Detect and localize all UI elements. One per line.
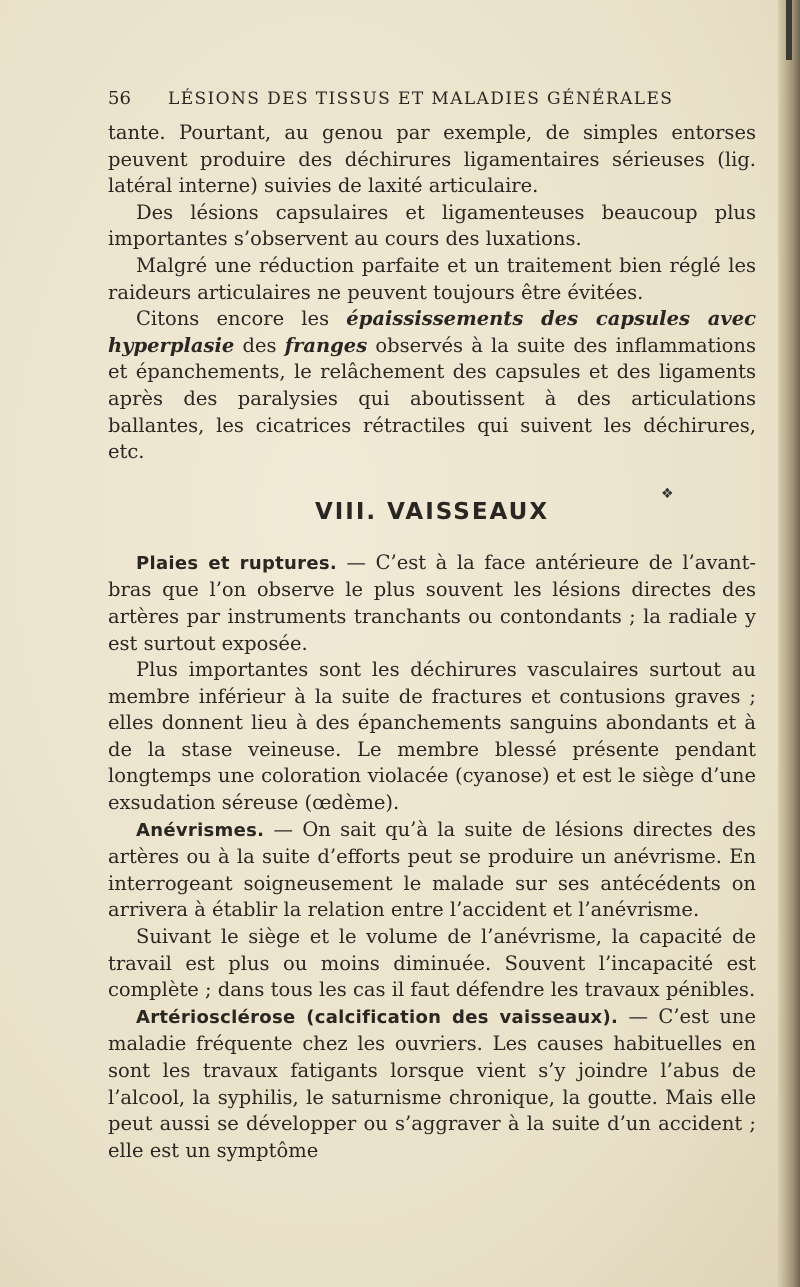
page-number: 56	[108, 88, 131, 109]
running-header	[108, 88, 756, 120]
section-heading	[108, 485, 756, 550]
running-title: LÉSIONS DES TISSUS ET MALADIES GÉNÉRALES	[168, 89, 674, 109]
emphasis-franges: franges	[284, 333, 368, 357]
book-page	[108, 88, 756, 1164]
run-in-heading-arteriosclerose: Artériosclérose (calcification des vaisseaux).	[136, 1006, 619, 1028]
ornament-icon: ❖	[661, 485, 676, 502]
paragraph-epaississements	[108, 306, 756, 466]
paragraph-arteriosclerose	[108, 1004, 756, 1165]
paragraph-anevrismes	[108, 817, 756, 924]
text-run: — C’est à la face antérieure de l’avant-bras que l’on observe le plus souvent les lésions directes des artères par instruments tranchants ou contondants ; la radiale y est surtout exposée.	[108, 550, 757, 655]
paragraph-continuation: tante. Pourtant, au genou par exemple, de simples entorses peuvent produire des déchirures ligamentaires sérieuses (lig. latéral interne) suivies de laxité articulaire.	[108, 121, 756, 198]
paragraph-plaies	[108, 550, 756, 657]
run-in-heading-anevrismes: Anévrismes.	[136, 819, 265, 841]
paragraph-dechirures: Plus importantes sont les déchirures vasculaires surtout au membre inférieur à la suite de fractures et contusions graves ; elles donnent lieu à des épanchements sanguins abondants et à de la stase veineuse. Le membre blessé présente pendant longtemps une coloration violacée (cyanose) et est le siège d’une exsudation séreuse (œdème).	[108, 658, 756, 815]
paragraph-raideurs: Malgré une réduction parfaite et un traitement bien réglé les raideurs articulaires ne peuvent toujours être évitées.	[108, 253, 756, 304]
emphasis-epaississements: épaississements des capsules avec hyperplasie	[108, 307, 756, 357]
text-run: Citons encore les	[136, 307, 347, 331]
text-run: — C’est une maladie fréquente chez les ouvriers. Les causes habituelles en sont les travaux fatigants lorsque vient s’y joindre l’abus de l’alcool, la syphilis, le saturnisme chronique, la goutte. Mais elle peut aussi se développer ou s’aggraver à la suite d’un accident ; elle est un symptôme	[108, 1004, 756, 1162]
binding-mark	[786, 0, 792, 60]
paragraph-luxations: Des lésions capsulaires et ligamenteuses beaucoup plus importantes s’observent au cours des luxations.	[108, 200, 756, 251]
text-run: des	[234, 333, 285, 357]
section-title: VIII. VAISSEAUX	[314, 498, 550, 525]
body-text	[108, 120, 756, 1164]
text-run: observés à la suite des inflammations et épanchements, le relâchement des capsules et des ligaments après des paralysies qui aboutissent à des articulations ballantes, les cicatrices rétractiles qui suivent les déchirures, etc.	[108, 333, 756, 464]
run-in-heading-plaies: Plaies et ruptures.	[136, 552, 337, 574]
text-run: — On sait qu’à la suite de lésions directes des artères ou à la suite d’efforts peut se produire un anévrisme. En interrogeant soigneusement le malade sur ses antécédents on arrivera à établir la relation entre l’accident et l’anévrisme.	[108, 817, 756, 922]
page-edge-shadow	[778, 0, 800, 1287]
paragraph-capacite: Suivant le siège et le volume de l’anévrisme, la capacité de travail est plus ou moins diminuée. Souvent l’incapacité est complète ; dans tous les cas il faut défendre les travaux pénibles.	[108, 925, 756, 1002]
